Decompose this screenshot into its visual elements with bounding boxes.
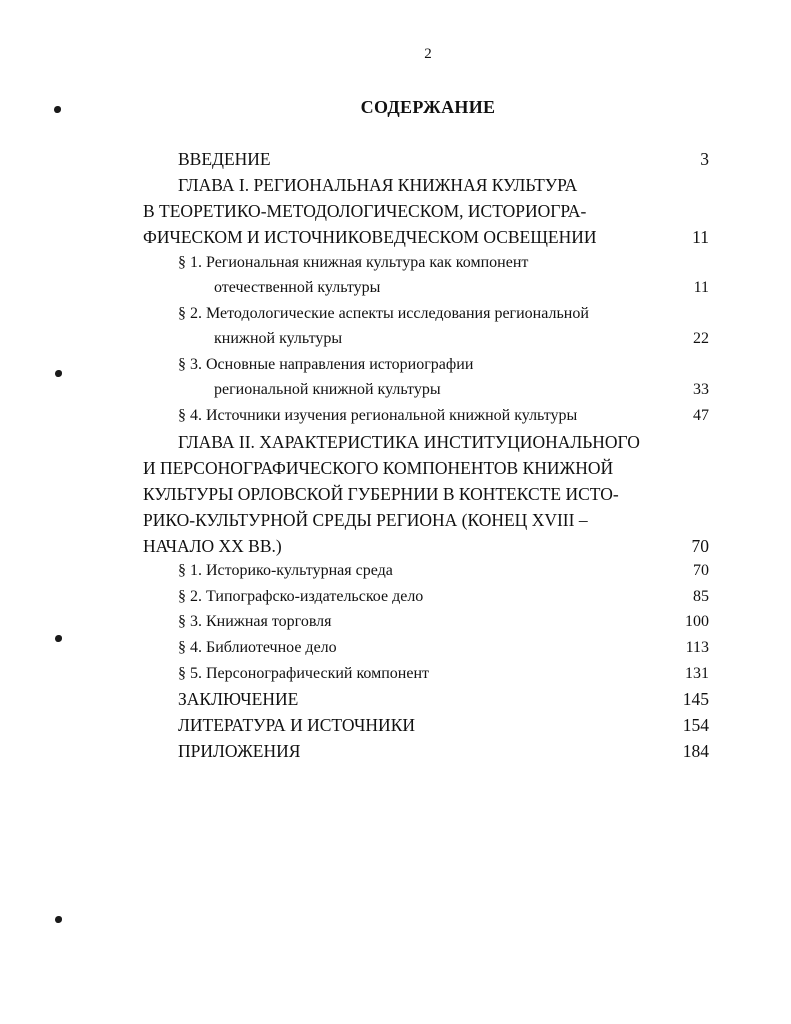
toc-entry-text: § 3. Основные направления историографии bbox=[178, 356, 474, 373]
toc-entry-text: ВВЕДЕНИЕ bbox=[178, 149, 271, 169]
toc-entry-page: 70 bbox=[691, 536, 709, 556]
binding-mark bbox=[55, 916, 62, 923]
toc-entry-text: ФИЧЕСКОМ И ИСТОЧНИКОВЕДЧЕСКОМ ОСВЕЩЕНИИ bbox=[143, 227, 597, 247]
toc-entry-text: НАЧАЛО XX ВВ.) bbox=[143, 536, 282, 556]
toc-entry-page: 33 bbox=[693, 381, 709, 398]
toc-entry-text: ЗАКЛЮЧЕНИЕ bbox=[178, 689, 299, 709]
toc-entry-page: 11 bbox=[693, 279, 709, 296]
toc-entry-text: § 1. Региональная книжная культура как компонент bbox=[178, 254, 529, 271]
binding-mark bbox=[55, 635, 62, 642]
toc-entry-text: КУЛЬТУРЫ ОРЛОВСКОЙ ГУБЕРНИИ В КОНТЕКСТЕ ИСТО- bbox=[143, 484, 619, 504]
toc-entry-page: 3 bbox=[700, 149, 709, 169]
toc-entry-page: 145 bbox=[682, 689, 709, 709]
toc-entry-text: ГЛАВА I. РЕГИОНАЛЬНАЯ КНИЖНАЯ КУЛЬТУРА bbox=[178, 175, 578, 195]
toc-entry-page: 47 bbox=[693, 407, 709, 424]
toc-entry-text: И ПЕРСОНОГРАФИЧЕСКОГО КОМПОНЕНТОВ КНИЖНОЙ bbox=[143, 458, 614, 478]
binding-mark bbox=[54, 106, 61, 113]
toc-entry-page: 70 bbox=[693, 562, 709, 579]
toc-entry-page: 85 bbox=[693, 588, 709, 605]
toc-entry-text: отечественной культуры bbox=[214, 279, 381, 296]
toc-entry-text: § 2. Методологические аспекты исследования региональной bbox=[178, 305, 589, 322]
toc-entry-page: 184 bbox=[682, 741, 709, 761]
toc-entry-text: РИКО-КУЛЬТУРНОЙ СРЕДЫ РЕГИОНА (КОНЕЦ XVIII – bbox=[143, 510, 588, 530]
toc-entry-page: 11 bbox=[692, 227, 709, 247]
page-number: 2 bbox=[424, 46, 432, 62]
toc-entry-page: 131 bbox=[685, 665, 709, 682]
toc-entry-text: § 4. Источники изучения региональной книжной культуры bbox=[178, 407, 578, 424]
binding-mark bbox=[55, 370, 62, 377]
toc-entry-page: 113 bbox=[685, 639, 709, 656]
toc-entry-page: 100 bbox=[685, 613, 709, 630]
toc-entry-text: § 2. Типографско-издательское дело bbox=[178, 588, 424, 605]
toc-entry-text: ГЛАВА II. ХАРАКТЕРИСТИКА ИНСТИТУЦИОНАЛЬНОГО bbox=[178, 432, 640, 452]
toc-entry-text: книжной культуры bbox=[214, 330, 343, 347]
toc-entry-text: региональной книжной культуры bbox=[214, 381, 441, 398]
toc-entry-text: § 1. Историко-культурная среда bbox=[178, 562, 393, 579]
toc-entry-text: § 5. Персонографический компонент bbox=[178, 665, 430, 682]
toc-entry-page: 22 bbox=[693, 330, 709, 347]
toc-entry-text: ПРИЛОЖЕНИЯ bbox=[178, 741, 301, 761]
toc-entry-text: В ТЕОРЕТИКО-МЕТОДОЛОГИЧЕСКОМ, ИСТОРИОГРА- bbox=[143, 201, 587, 221]
toc-entry-text: § 3. Книжная торговля bbox=[178, 613, 332, 630]
toc-entry-text: ЛИТЕРАТУРА И ИСТОЧНИКИ bbox=[178, 715, 416, 735]
toc-entry-text: § 4. Библиотечное дело bbox=[178, 639, 337, 656]
page-title: СОДЕРЖАНИЕ bbox=[360, 97, 496, 117]
toc-entry-page: 154 bbox=[682, 715, 709, 735]
